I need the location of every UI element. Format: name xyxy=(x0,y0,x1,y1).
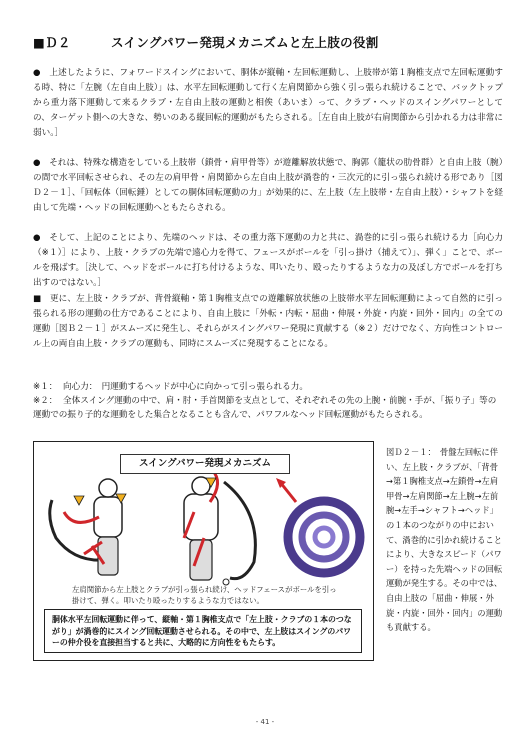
section-title: スイングパワー発現メカニズムと左上肢の役割 xyxy=(111,35,379,50)
paragraph-3: ● そして、上記のことにより、先端のヘッドは、その重力落下運動の力と共に、渦巻的に引っ張られ続ける力［向心力（※１）］により、上肢・クラブの先端で遠心力を得て、フェースがボールを「引っ掛け（捕えて）」、弾く」ことで、ボールを飛ばす。［決して、ヘッドをボールに打ち付けるような、叩いたり、殴ったりするような力の及ぼし方でボールを打ち出すのではない。］ xyxy=(33,233,503,288)
figure-summary: 胴体水平左回転運動に伴って、縦軸・第１胸椎支点で「左上肢・クラブの１本のつながり」が渦巻的にスイング回転運動させられる。その中で、左上肢はスイングのパワーの仲介役を直接担当すると共に、大略的に方向性をもたらす。 xyxy=(44,609,362,653)
footnote-1 xyxy=(33,380,503,394)
footnote-2 xyxy=(33,394,503,422)
spiral-drawing xyxy=(276,478,360,573)
figure-side-caption: 図Ｄ２－１： 骨盤左回転に伴い、左上肢・クラブが、「背骨→第１胸椎支点→左鎖骨→左肩甲骨→左肩関節→左上腕→左前腕→左手→シャフト→ヘッド」の１本のつながりの中において、渦巻的に引かれ続けることにより、大きなスピード（パワー）を持った先端ヘッドの回転運動が発生する。その中では、自由上肢の「屈曲・伸展・外旋・内旋・回外・回内」の運動も貢献する。 xyxy=(386,447,503,633)
page-number: - 41 - xyxy=(255,718,275,726)
section-heading xyxy=(33,33,503,51)
section-number: ■Ｄ２ xyxy=(33,35,71,50)
footnote-2-mark: ※２： xyxy=(33,396,58,406)
footnote-1-text: 向心力： 円運動するヘッドが中心に向かって引っ張られる力。 xyxy=(63,382,308,392)
figure-caption: 左肩関節から左上肢とクラブが引っ張られ続け、ヘッドフェースがボールを引っ掛けて、弾く。叩いたり殴ったりするような力ではない。 xyxy=(72,585,337,605)
paragraph-2: ● それは、特殊な構造をしている上肢帯（鎖骨・肩甲骨等）が遊離解放状態で、胸郭（籠状の肋骨群）と自由上肢（腕）の間で水平回転させられ、その左の肩甲骨・肩関節から左自由上肢が渦巻的・三次元的に引っ張られ続ける形であり［図Ｄ２－１］、「回転体（回転錘）としての胴体回転運動の力」が効果的に、左上肢（左上肢帯・左自由上肢）・シャフトを経由して先端・ヘッドの回転運動へともたらされる。 xyxy=(33,158,503,213)
paragraph-4: ■ 更に、左上肢・クラブが、背骨縦軸・第１胸椎支点での遊離解放状態の上肢帯水平左回転運動によって自然的に引っ張られる形の運動の仕方であることにより、自由上肢に「外転・内転・屈曲・伸展・外旋・内旋・回外・回内」の全ての運動［図Ｂ２－１］がスムーズに発生し、それらがスイングパワー発現に貢献する（※２）だけでなく、方向性コントロール上の両自由上肢・クラブの運動も、同時にスムーズに発現することになる。 xyxy=(33,294,503,349)
golfer-downswing-drawing xyxy=(184,470,255,585)
footnote-2-text: 全体スイング運動の中で、肩・肘・手首関節を支点として、それぞれその先の上腕・前腕・手が、「振り子」等の運動での振り子的な運動をした集合となることも含んで、パワフルなヘッド回転運動がもたらされる。 xyxy=(33,396,497,420)
figure-box xyxy=(33,441,374,661)
paragraph-1: ● 上述したように、フォワードスイングにおいて、胴体が縦軸・左回転運動し、上肢帯が第１胸椎支点で左回転運動する時、特に「左腕（左自由上肢）」は、水平左回転運動して行く左肩関節から強く引っ張られ続けることで、バックトップから重力落下運動して来るクラブ・左自由上肢の運動と相俟（あいま）って、クラブ・ヘッドのスイングパワーとしての、ターゲット側への大きな、勢いのある縦回転的運動がもたらされる。［左自由上肢が右肩関節から引かれる力は非常に弱い。］ xyxy=(33,68,503,138)
golfer-backswing-drawing xyxy=(50,479,126,575)
footnote-1-mark: ※１： xyxy=(33,382,58,392)
figure-title: スイングパワー発現メカニズム xyxy=(120,454,290,474)
